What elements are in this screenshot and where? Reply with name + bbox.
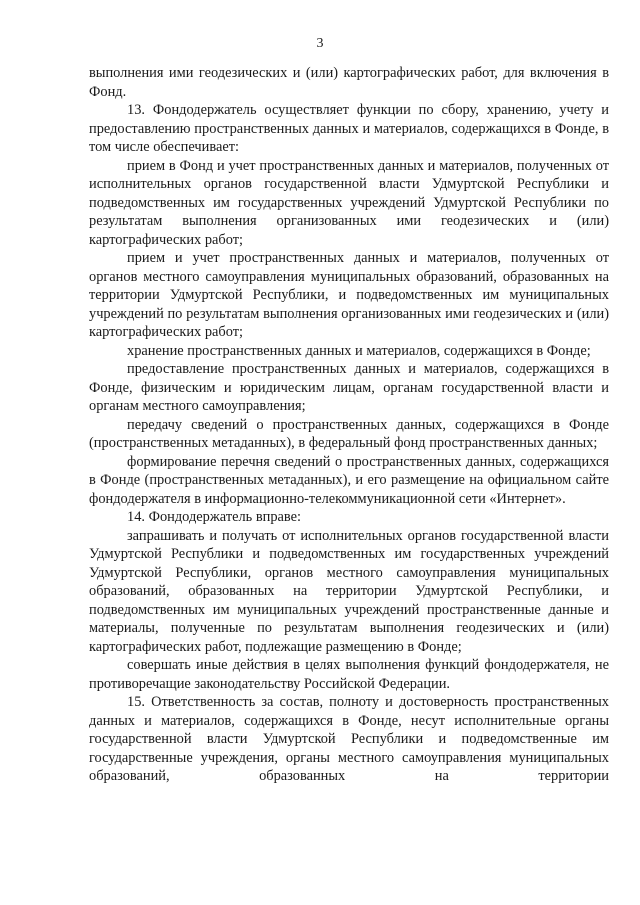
paragraph-list-item: запрашивать и получать от исполнительных органов государственной власти Удмуртской Республики и подведомственных им государственных учреждений Удмуртской Республики, органов местного самоуправления муниципальных образований, образованных на территории Удмуртской Республики, и подведомственных им муниципальных учреждений пространственные данные и материалы, полученные по результатам выполнения геодезических и (или) картографических работ, подлежащие размещению в Фонде; — [89, 527, 609, 655]
page-number: 3 — [316, 36, 324, 51]
paragraph-clause-13: 13. Фондодержатель осуществляет функции по сбору, хранению, учету и предоставлению пространственных данных и материалов, содержащихся в Фонде, в том числе обеспечивает: — [89, 102, 609, 155]
paragraph-clause-14: 14. Фондодержатель вправе: — [127, 509, 302, 525]
paragraph-list-item: предоставление пространственных данных и материалов, содержащихся в Фонде, физическим и юридическим лицам, органам государственной власти и органам местного самоуправления; — [89, 361, 609, 414]
paragraph-continuation: выполнения ими геодезических и (или) картографических работ, для включения в Фонд. — [89, 65, 609, 100]
paragraph-clause-15: 15. Ответственность за состав, полноту и достоверность пространственных данных и материалов, содержащихся в Фонде, несут исполнительные органы государственной власти Удмуртской Республики и подведомственные им государственные учреждения, органы местного самоуправления муниципальных образований, образованных на территории — [89, 694, 609, 784]
paragraph-list-item: передачу сведений о пространственных данных, содержащихся в Фонде (пространственных метаданных), в федеральный фонд пространственных данных; — [89, 416, 609, 451]
paragraph-list-item: прием и учет пространственных данных и материалов, полученных от органов местного самоуправления муниципальных образований, образованных на территории Удмуртской Республики, и подведомственных им муниципальных учреждений по результатам выполнения организованных ими геодезических и (или) картографических работ; — [89, 250, 609, 340]
document-body — [89, 64, 609, 786]
paragraph-list-item: хранение пространственных данных и материалов, содержащихся в Фонде; — [127, 342, 591, 359]
paragraph-list-item: совершать иные действия в целях выполнения функций фондодержателя, не противоречащие законодательству Российской Федерации. — [89, 657, 609, 692]
paragraph-list-item: прием в Фонд и учет пространственных данных и материалов, полученных от исполнительных органов государственной власти Удмуртской Республики и подведомственных им государственных учреждений Удмуртской Республики по результатам выполнения организованных ими геодезических и (или) картографических работ; — [89, 157, 609, 248]
paragraph-list-item: формирование перечня сведений о пространственных данных, содержащихся в Фонде (пространственных метаданных), и его размещение на официальном сайте фондодержателя в информационно-телекоммуникационной сети «Интернет». — [89, 453, 609, 507]
